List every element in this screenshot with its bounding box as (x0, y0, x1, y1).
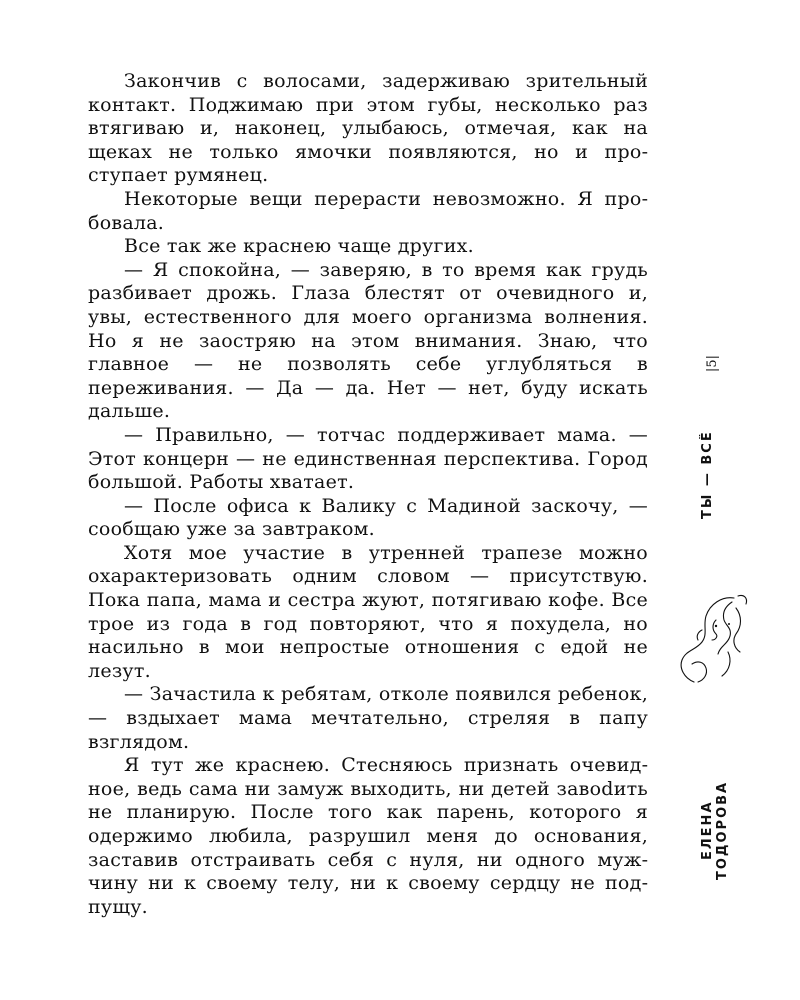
paragraph: Некоторые вещи перерасти невозможно. Я пробовала. (88, 187, 648, 234)
page-number-bar-right: | (705, 355, 720, 360)
running-head-title: ТЫ — ВСЁ (700, 430, 715, 520)
paragraph: Закончив с волосами, задерживаю зрительный контакт. Поджимаю при этом губы, несколько раз втягиваю и, наконец, улыбаюсь, отмечая, как на щеках не только ямочки появляются, но и проступает румянец. (88, 70, 648, 187)
page-number (705, 355, 720, 372)
page-text (88, 70, 648, 919)
paragraph: Я тут же краснею. Стесняюсь признать очевидное, ведь сама ни замуж выходить, ни детей завоdить не планирую. После того как парень, которого я одержимо любила, разрушил меня до основания, заставив отстраивать себя с нуля, ни одного мужчину ни к своему телу, ни к своему сердцу не подпущу. (88, 754, 648, 918)
paragraph: — Правильно, — тотчас поддерживает мама. — Этот концерн — не единственная перспектива. Город большой. Работы хватает. (88, 423, 648, 494)
page-number-value: 5 (705, 359, 720, 368)
page-number-bar-left: | (705, 367, 720, 373)
paragraph: — Зачастила к ребятам, отколе появился ребенок, — вздыхает мама мечтательно, стреляя в папу взглядом. (88, 683, 648, 753)
paragraph: Все так же краснею чаще других. (124, 235, 474, 258)
paragraph: — После офиса к Валику с Мадиной заскочу, — сообщаю уже за завтраком. (88, 494, 648, 541)
paragraph: — Я спокойна, — заверяю, в то время как грудь разбивает дрожь. Глаза блестят от очевидного и, увы, естественного для моего организма волнения. Но я не заостряю на этом внимания. Знаю, что главное — не позволять себе углубляться в переживания. — Да — да. Нет — нет, буду искать дальше. (88, 258, 648, 423)
embracing-couple-line-art-icon (672, 590, 752, 690)
paragraph: Хотя мое участие в утренней трапезе можно охарактеризовать одним словом — присутствую. Пока папа, мама и сестра жуют, потягиваю кофе. Все трое из года в год повторяют, что я похудела, но насильно в мои непростые отношения с едой не лезут. (88, 541, 648, 682)
running-head-author: ЕЛЕНА ТОДОРОВА (700, 780, 730, 880)
